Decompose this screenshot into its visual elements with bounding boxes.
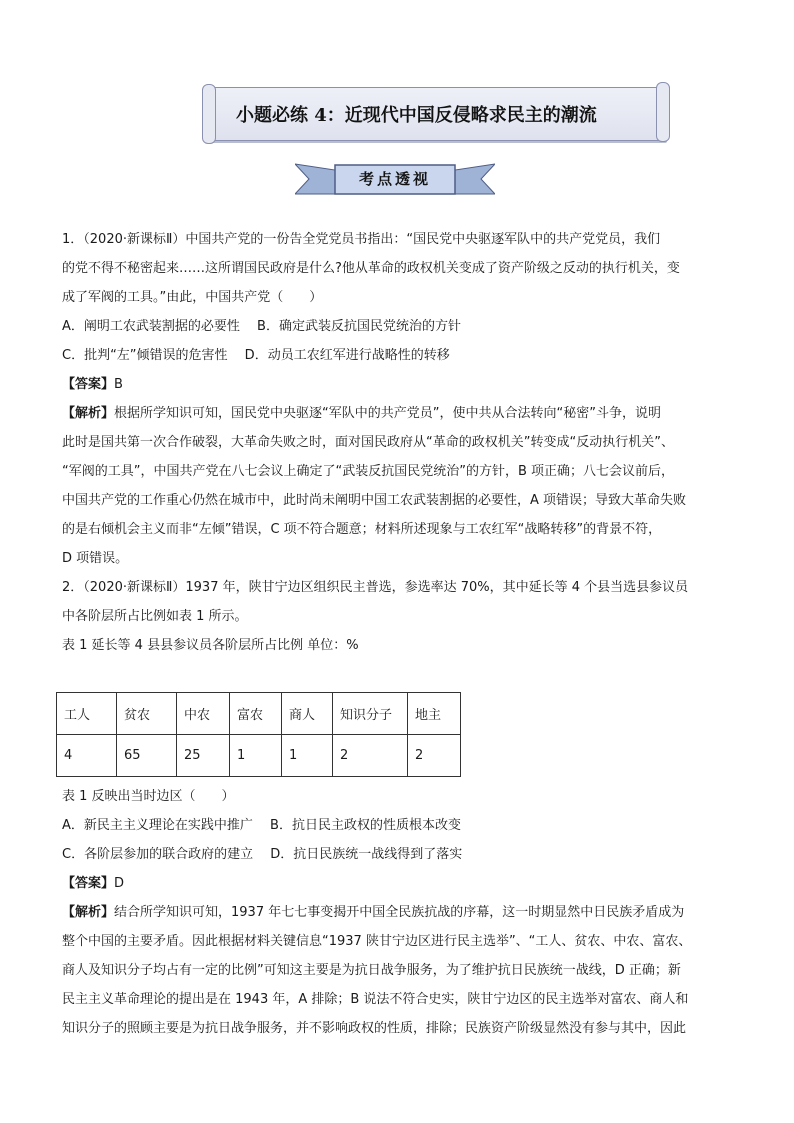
table-header-row xyxy=(57,693,461,735)
analysis-label: 【解析】 xyxy=(62,905,115,920)
q1-options-cd: C．批判“左”倾错误的危害性 D．动员工农红军进行战略性的转移 xyxy=(62,348,450,363)
table-cell: 65 xyxy=(117,735,177,777)
table-header-cell: 知识分子 xyxy=(333,693,408,735)
q1-stem-line: 成了军阀的工具。”由此，中国共产党（ ） xyxy=(62,290,323,305)
table-header-cell: 地主 xyxy=(408,693,461,735)
answer-label: 【答案】 xyxy=(62,876,115,891)
q2-analysis-line: 商人及知识分子均占有一定的比例”可知这主要是为抗日战争服务，为了维护抗日民族统一战线，D 正确；新 xyxy=(62,963,681,978)
answer-value: B xyxy=(114,377,123,392)
q2-analysis-line xyxy=(62,898,734,927)
table-header-cell: 富农 xyxy=(230,693,282,735)
ribbon-label: 考点透视 xyxy=(358,170,431,188)
analysis-label: 【解析】 xyxy=(62,406,115,421)
q1-analysis-line: “军阀的工具”，中国共产党在八七会议上确定了“武装反抗国民党统治”的方针，B 项正确；八七会议前后， xyxy=(62,464,674,479)
q1-stem-line: 的党不得不秘密起来……这所谓国民政府是什么?他从革命的政权机关变成了资产阶级之反动的执行机关，变 xyxy=(62,261,680,276)
q1-analysis-line: 中国共产党的工作重心仍然在城市中，此时尚未阐明中国工农武装割据的必要性，A 项错误；导致大革命失败 xyxy=(62,493,687,508)
q2-analysis-line: 整个中国的主要矛盾。因此根据材料关键信息“1937 陕甘宁边区进行民主选举”、“工人、贫农、中农、富农、 xyxy=(62,934,692,949)
q1-stem-line: 1．（2020·新课标Ⅱ）中国共产党的一份告全党党员书指出：“国民党中央驱逐军队中的共产党党员，我们 xyxy=(62,232,661,247)
title-banner xyxy=(207,87,665,141)
q2-stem-line: 2．（2020·新课标Ⅱ）1937 年，陕甘宁边区组织民主普选，参选率达 70%，其中延长等 4 个县当选县参议员 xyxy=(62,580,689,595)
table-cell: 2 xyxy=(408,735,461,777)
page-title: 小题必练 4：近现代中国反侵略求民主的潮流 xyxy=(236,105,597,126)
table-header-cell: 工人 xyxy=(57,693,117,735)
q2-analysis-line: 知识分子的照顾主要是为抗日战争服务，并不影响政权的性质，排除；民族资产阶级显然没有参与其中，因此 xyxy=(62,1021,687,1036)
q1-analysis-line: D 项错误。 xyxy=(62,551,129,566)
q1-analysis-line: 此时是国共第一次合作破裂，大革命失败之时，面对国民政府从“革命的政权机关”转变成“反动执行机关”、 xyxy=(62,435,674,450)
table-cell: 1 xyxy=(230,735,282,777)
q1-answer xyxy=(62,370,734,399)
answer-value: D xyxy=(114,876,125,891)
question-2-rest xyxy=(62,782,734,1043)
table-cell: 2 xyxy=(333,735,408,777)
analysis-text: 根据所学知识可知，国民党中央驱逐“军队中的共产党员”，使中共从合法转向“秘密”斗争，说明 xyxy=(114,406,661,421)
q2-stem: 表 1 反映出当时边区（ ） xyxy=(62,789,235,804)
table-cell: 4 xyxy=(57,735,117,777)
question-1 xyxy=(62,225,734,660)
scroll-curl-left xyxy=(202,84,216,144)
table-header-cell: 商人 xyxy=(282,693,333,735)
table-row xyxy=(57,735,461,777)
table-header-cell: 贫农 xyxy=(117,693,177,735)
section-ribbon xyxy=(295,160,495,200)
q1-analysis-line xyxy=(62,399,734,428)
q1-options-ab: A．阐明工农武装割据的必要性 B．确定武装反抗国民党统治的方针 xyxy=(62,319,461,334)
table-cell: 1 xyxy=(282,735,333,777)
q2-answer xyxy=(62,869,734,898)
q1-analysis-line: 的是右倾机会主义而非“左倾”错误，C 项不符合题意；材料所述现象与工农红军“战略转移”的背景不符， xyxy=(62,522,662,537)
scroll-curl-right xyxy=(656,82,670,142)
stratum-table xyxy=(56,692,461,777)
q2-analysis-line: 民主主义革命理论的提出是在 1943 年，A 排除；B 说法不符合史实，陕甘宁边区的民主选举对富农、商人和 xyxy=(62,992,689,1007)
answer-label: 【答案】 xyxy=(62,377,115,392)
analysis-text: 结合所学知识可知，1937 年七七事变揭开中国全民族抗战的序幕，这一时期显然中日民族矛盾成为 xyxy=(114,905,685,920)
table-caption: 表 1 延长等 4 县县参议员各阶层所占比例 单位：% xyxy=(62,638,359,653)
table-header-cell: 中农 xyxy=(177,693,230,735)
table-cell: 25 xyxy=(177,735,230,777)
q2-stem-line: 中各阶层所占比例如表 1 所示。 xyxy=(62,609,248,624)
q2-options-cd: C．各阶层参加的联合政府的建立 D．抗日民族统一战线得到了落实 xyxy=(62,847,463,862)
q2-options-ab: A．新民主主义理论在实践中推广 B．抗日民主政权的性质根本改变 xyxy=(62,818,461,833)
